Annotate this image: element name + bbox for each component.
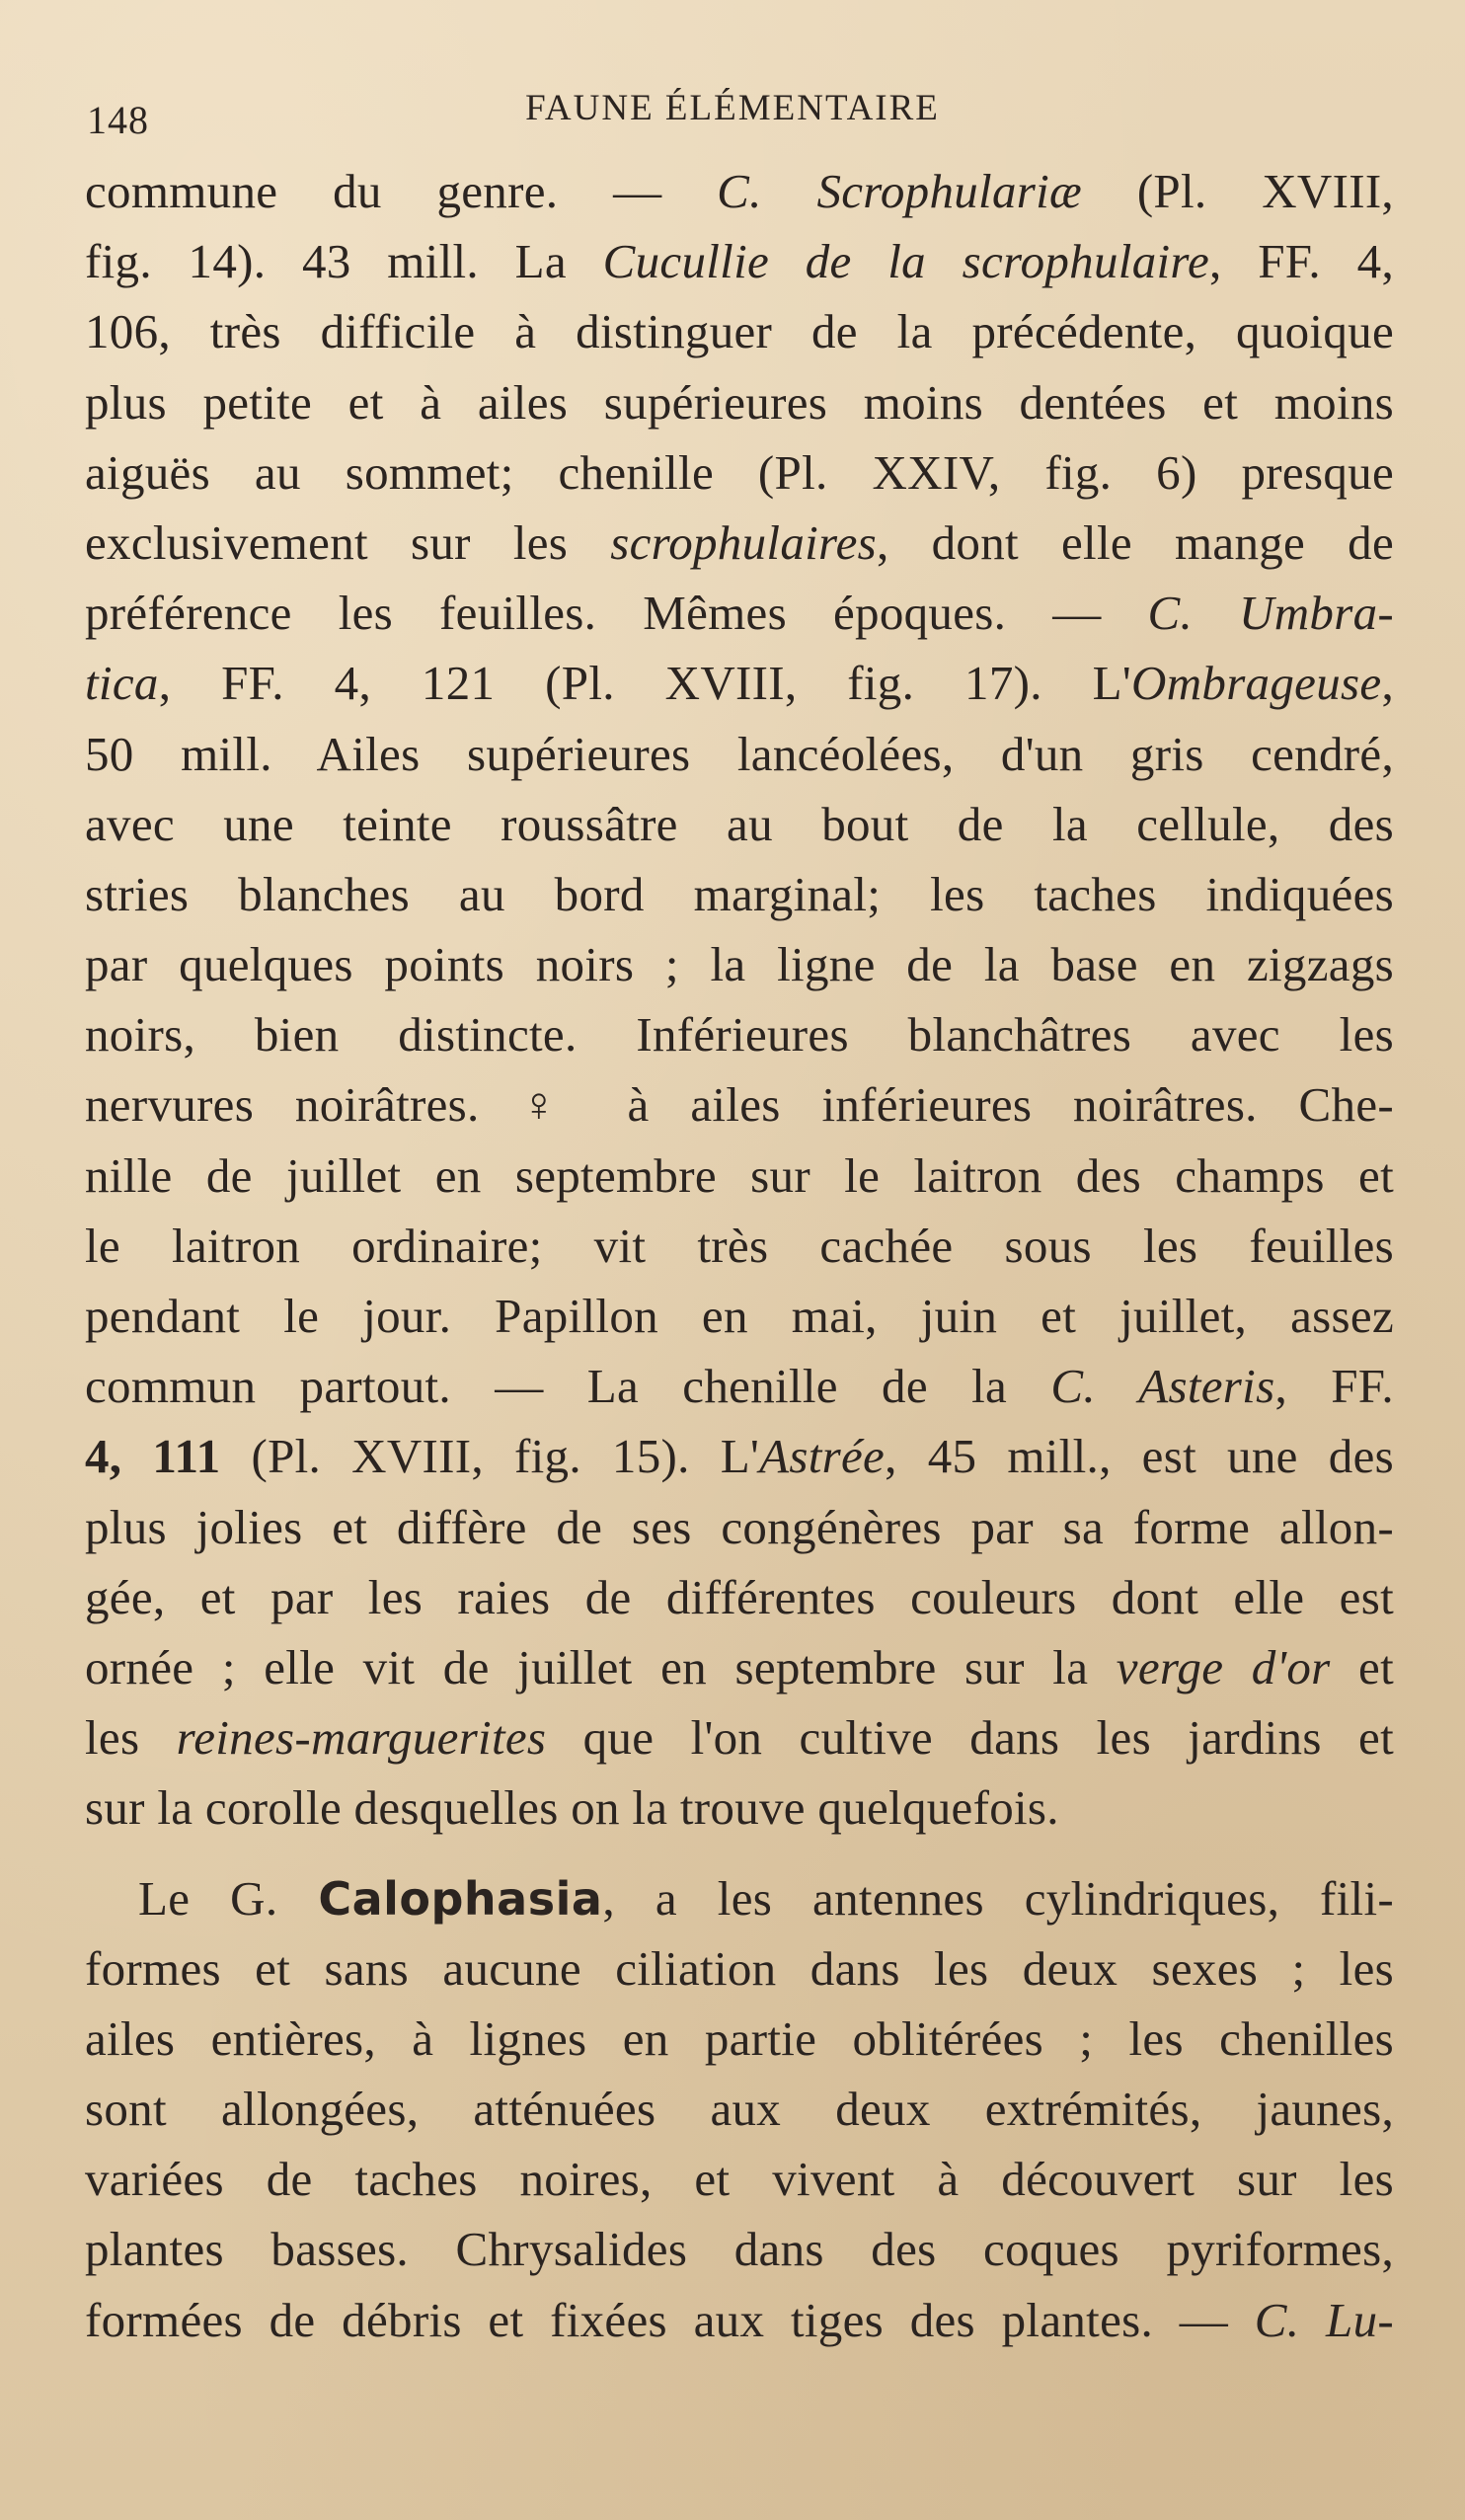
text-segment: , FF. 4, [1209, 234, 1394, 289]
text-segment: sur la corolle desquelles on la trouve quelquefois. [85, 1780, 1059, 1836]
text-segment: que l'on cultive dans les jardins et [546, 1710, 1394, 1766]
text-segment: plantes basses. Chrysalides dans des coques pyriformes, [85, 2222, 1394, 2277]
italic-term: Ombrageuse [1131, 656, 1382, 711]
genus-name: Calophasia [318, 1871, 603, 1926]
text-line [85, 1702, 1394, 1772]
text-segment: , dont elle mange de [877, 514, 1394, 570]
text-segment: formées de débris et fixées aux tiges des plantes. — [85, 2292, 1255, 2347]
text-line [85, 648, 1394, 718]
text-line [85, 1933, 1394, 2004]
italic-term: C. Asteris [1050, 1359, 1275, 1414]
text-line [85, 1351, 1394, 1421]
text-segment: , 45 mill., est une des [885, 1429, 1394, 1484]
text-segment: commun partout. — La chenille de la [85, 1359, 1051, 1414]
text-segment: sont allongées, atténuées aux deux extrémités, jaunes, [85, 2082, 1394, 2137]
paragraph-gap [85, 1844, 1394, 1863]
text-line [85, 437, 1394, 508]
text-line [85, 859, 1394, 929]
text-segment: plus jolies et diffère de ses congénères par sa forme allon- [85, 1499, 1394, 1554]
text-line [85, 1632, 1394, 1702]
text-segment: avec une teinte roussâtre au bout de la cellule, des [85, 796, 1394, 851]
text-segment: ornée ; elle vit de juillet en septembre sur la [85, 1639, 1117, 1694]
text-segment: (Pl. XVIII, [1082, 164, 1394, 218]
text-line [85, 1281, 1394, 1351]
running-head: FAUNE ÉLÉMENTAIRE [525, 88, 940, 128]
text-line [85, 1141, 1394, 1211]
italic-term: reines-marguerites [176, 1710, 547, 1766]
italic-term: Astrée [759, 1429, 886, 1484]
text-segment: , [1381, 656, 1394, 711]
text-line [85, 999, 1394, 1069]
text-line [85, 1772, 1394, 1843]
text-line [85, 719, 1394, 789]
text-segment: , a les antennes cylindriques, fili- [602, 1870, 1394, 1926]
text-segment: 106, très difficile à distinguer de la précédente, quoique [85, 304, 1394, 359]
italic-term: scrophulaires [610, 514, 877, 570]
text-segment: Le G. [138, 1870, 319, 1926]
text-line [85, 2144, 1394, 2214]
text-line [85, 367, 1394, 437]
italic-term: verge d'or [1116, 1639, 1331, 1694]
text-segment: fig. 14). 43 mill. La [85, 234, 603, 289]
italic-term: C. Scrophulariæ [717, 164, 1083, 218]
text-segment: nille de juillet en septembre sur le laitron des champs et [85, 1147, 1394, 1203]
text-line [85, 1211, 1394, 1281]
text-segment: plus petite et à ailes supérieures moins dentées et moins [85, 374, 1394, 430]
text-line [85, 2074, 1394, 2144]
text-segment: (Pl. XVIII, fig. 15). L' [220, 1429, 760, 1484]
text-line [85, 2285, 1394, 2355]
text-segment: nervures noirâtres. ♀ à ailes inférieures noirâtres. Che- [85, 1077, 1394, 1133]
text-line [85, 508, 1394, 578]
text-segment: formes et sans aucune ciliation dans les deux sexes ; les [85, 1940, 1394, 1996]
text-line [85, 1069, 1394, 1140]
italic-term: Cucullie de la scrophulaire [602, 234, 1210, 289]
text-segment: variées de taches noires, et vivent à découvert sur les [85, 2152, 1394, 2207]
text-line [85, 1863, 1394, 1933]
text-segment: , FF. 4, 121 (Pl. XVIII, fig. 17). L' [158, 656, 1132, 711]
text-segment: préférence les feuilles. Mêmes époques. — [85, 586, 1148, 641]
text-line [85, 1562, 1394, 1632]
italic-term: C. Lu- [1254, 2292, 1394, 2347]
text-line [85, 2004, 1394, 2074]
text-line [85, 226, 1394, 296]
bold-text: 4, 111 [85, 1429, 221, 1484]
italic-term: tica [85, 656, 159, 711]
text-line [85, 578, 1394, 648]
text-segment: commune du genre. — [85, 164, 718, 218]
text-segment: exclusivement sur les [85, 514, 611, 570]
text-line [85, 789, 1394, 859]
text-segment: , FF. [1274, 1359, 1394, 1414]
text-segment: gée, et par les raies de différentes couleurs dont elle est [85, 1569, 1394, 1624]
page-number: 148 [87, 98, 149, 142]
text-segment: par quelques points noirs ; la ligne de la base en zigzags [85, 937, 1394, 992]
text-line [85, 1492, 1394, 1562]
text-segment: aiguës au sommet; chenille (Pl. XXIV, fig. 6) presque [85, 444, 1394, 500]
text-line [85, 929, 1394, 999]
text-line [85, 156, 1394, 226]
italic-term: C. Umbra- [1147, 586, 1394, 641]
text-line [85, 2214, 1394, 2284]
text-segment: stries blanches au bord marginal; les taches indiquées [85, 866, 1394, 921]
text-line [85, 1421, 1394, 1491]
text-segment: pendant le jour. Papillon en mai, juin et juillet, assez [85, 1289, 1394, 1343]
text-segment: et [1330, 1639, 1394, 1694]
text-line [85, 296, 1394, 366]
text-segment: le laitron ordinaire; vit très cachée sous les feuilles [85, 1218, 1394, 1273]
text-segment: ailes entières, à lignes en partie oblitérées ; les chenilles [85, 2010, 1394, 2066]
text-segment: 50 mill. Ailes supérieures lancéolées, d'un gris cendré, [85, 726, 1394, 781]
text-segment: les [85, 1710, 177, 1766]
text-segment: noirs, bien distincte. Inférieures blanchâtres avec les [85, 1007, 1394, 1063]
body-text [85, 156, 1394, 2355]
